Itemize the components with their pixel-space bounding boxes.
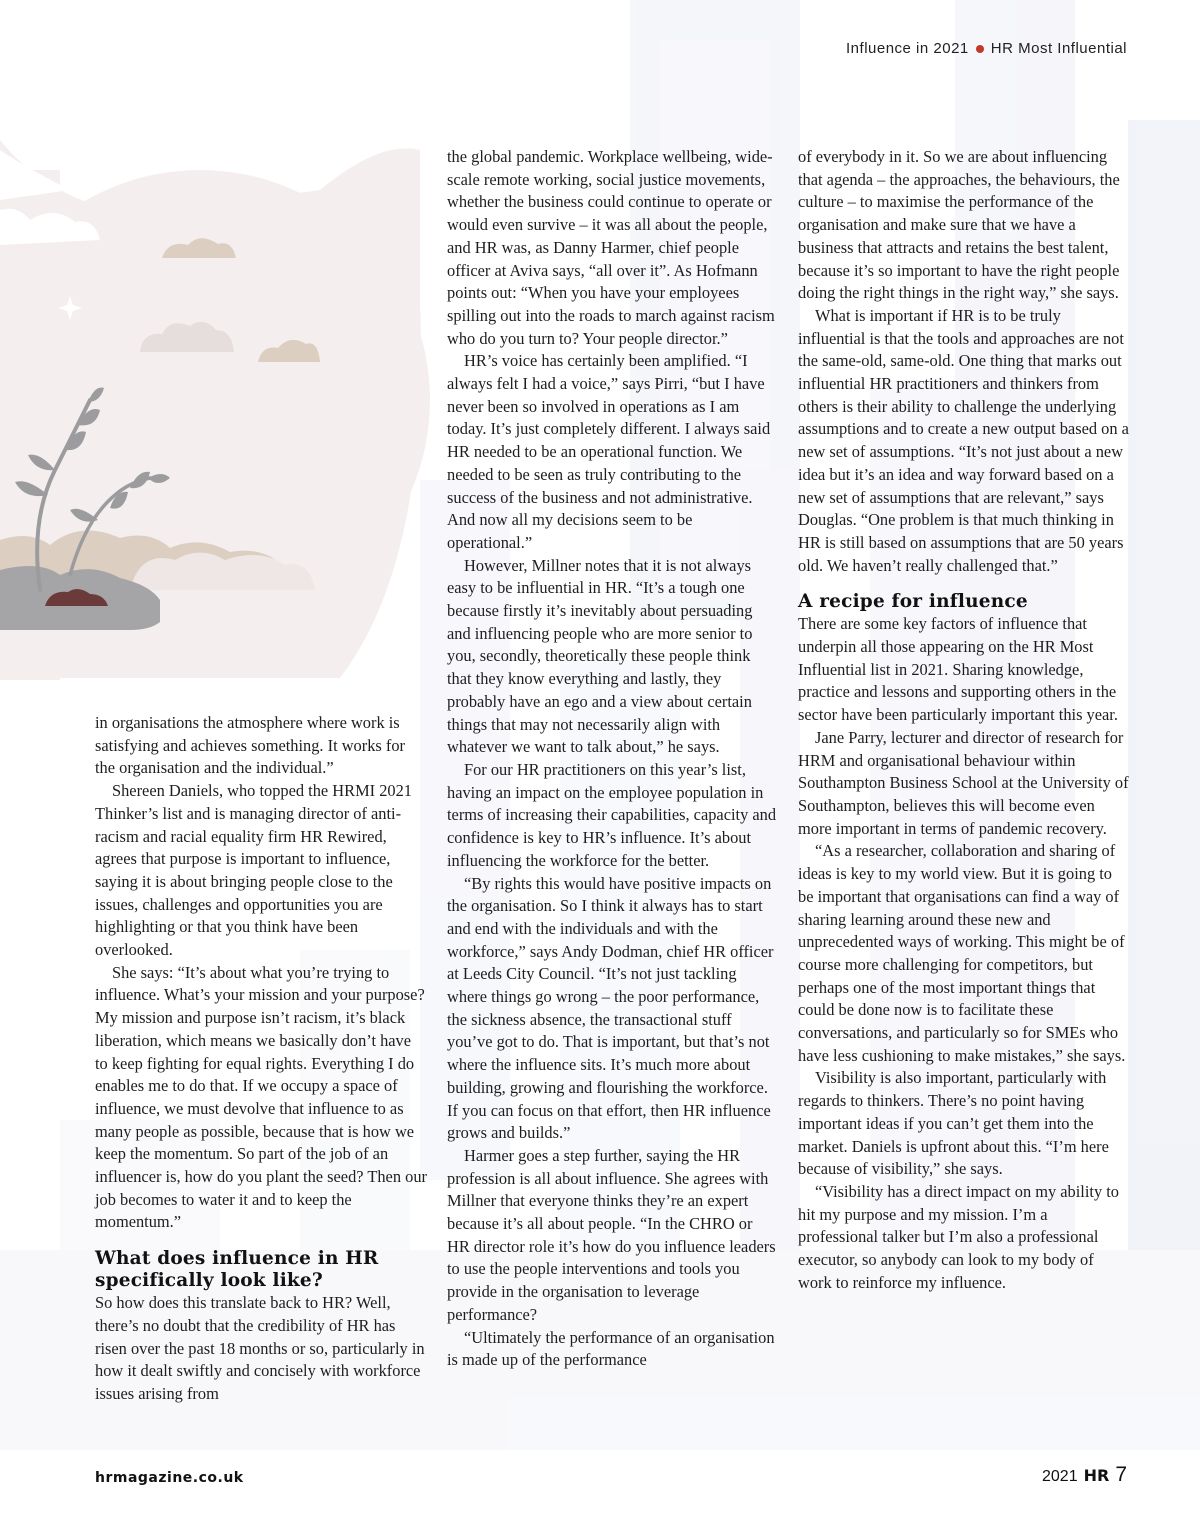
page-number: 7 [1115,1463,1127,1486]
article-column-3 [798,146,1130,1294]
body-paragraph: Shereen Daniels, who topped the HRMI 2021 Thinker’s list and is managing director of anti-racism and racial equality firm HR Rewired, agrees that purpose is important to influence, saying it is about bringing people close to the issues, challenges and opportunities you are highlighting or that you think have been overlooked. [95,781,412,960]
body-paragraph: HR’s voice has certainly been amplified. “I always felt I had a voice,” says Pirri, “but I have never been so involved in operations as I am today. It’s just completely different. I always said HR needed to be an operational function. We needed to be seen as truly contributing to the success of the business and not administrative. And now all my decisions seem to be operational.” [447,351,771,552]
body-paragraph: Harmer goes a step further, saying the HR profession is all about influence. She agrees with Millner that everyone thinks they’re an expert because it’s all about people. “In the CHRO or HR director role it’s how do you influence leaders to use the people interventions and tools you provide in the organisation to leverage performance? [447,1145,776,1324]
body-paragraph: Visibility is also important, particularly with regards to thinkers. There’s no point having important ideas if you can’t get them into the market. Daniels is upfront about this. “I’m here because of visibility,” she says. [798,1068,1109,1179]
body-paragraph: What is important if HR is to be truly influential is that the tools and approaches are not the same-old, same-old. One thing that marks out influential HR practitioners and thinkers from others is their ability to challenge the underlying assumptions and to create a new output based on a new set of assumptions. “It’s not just about a new idea but it’s an idea and way forward based on a new set of assumptions that are relevant,” says Douglas. “One problem is that much thinking in HR is still based on assumptions that are 50 years old. We haven’t really challenged that.” [798,305,1129,575]
body-paragraph: Jane Parry, lecturer and director of research for HRM and organisational behaviour within Southampton Business School at the University of Southampton, believes this will become even more important in terms of pandemic recovery. [798,727,1129,838]
body-paragraph: However, Millner notes that it is not always easy to be influential in HR. “It’s a tough one because firstly it’s inevitably about persuading and influencing people who are more senior to you, secondly, theoretically these people think that they know everything and lastly, they probably have an ego and a view about certain things that may not necessarily align with whatever we want to talk about,” he says. [447,555,753,757]
body-paragraph: in organisations the atmosphere where work is satisfying and achieves something. It works for the organisation and the individual.” [95,713,405,778]
body-paragraph: There are some key factors of influence that underpin all those appearing on the HR Most Influential list in 2021. Sharing knowledge, practice and lessons and supporting others in the sector have been particularly important this year. [798,614,1118,725]
footer-website: hrmagazine.co.uk [95,1470,244,1486]
article-column-1 [95,712,427,1406]
bullet-dot-icon [976,45,984,53]
footer-brand: HR [1083,1466,1110,1485]
section-label: Influence in 2021 [846,40,969,57]
body-paragraph: For our HR practitioners on this year’s list, having an impact on the employee population in terms of increasing their capabilities, capacity and confidence is key to HR’s influence. It’s about influencing the workforce for the better. [447,759,777,870]
section-heading: What does influence in HR specifically look like? [95,1248,379,1292]
plant-sprout-illustration [0,140,430,680]
body-paragraph: “By rights this would have positive impacts on the organisation. So I think it always has to start and end with the individuals and with the workforce,” says Andy Dodman, chief HR officer at Leeds City Council. “It’s not just tackling where things go wrong – the poor performance, the sickness absence, the transactional stuff you’ve got to do. That is important, but that’s not where the influence sits. It’s much more about building, growing and flourishing the workforce. If you can focus on that effort, then HR influence grows and builds.” [447,873,774,1143]
body-paragraph: of everybody in it. So we are about influencing that agenda – the approaches, the behaviours, the culture – to maximise the performance of the organisation and make sure that we have a business that attracts and retains the best talent, because it’s so important to have the right people doing the right things in the right way,” she says. [798,147,1120,303]
running-head [846,40,1127,57]
body-paragraph: “As a researcher, collaboration and sharing of ideas is key to my world view. But it is going to be important that organisations can find a way of sharing learning around these new and unprecedented ways of working. This might be of course more challenging for competitors, but perhaps one of the most important things that could be done now is to facilitate these conversations, and particularly so for SMEs who have less cushioning to make mistakes,” she says. [798,841,1126,1065]
page-folio [1042,1463,1127,1487]
body-paragraph: “Ultimately the performance of an organisation is made up of the performance [447,1327,775,1370]
body-paragraph: “Visibility has a direct impact on my ability to hit my purpose and my mission. I’m a professional talker but I’m also a professional executor, so anybody can look to my body of work to reinforce my influence. [798,1181,1120,1292]
body-paragraph: So how does this translate back to HR? Well, there’s no doubt that the credibility of HR has risen over the past 18 months or so, particularly in how it dealt swiftly and concisely with workforce issues arising from [95,1293,425,1403]
footer-year: 2021 [1042,1468,1078,1485]
body-paragraph: the global pandemic. Workplace wellbeing, wide-scale remote working, social justice movements, whether the business could continue to operate or would even survive – it was all about the people, and HR was, as Danny Harmer, chief people officer at Aviva says, “all over it”. As Hofmann points out: “When you have your employees spilling out into the roads to march against racism who do you turn to? Your people director.” [447,147,775,348]
subsection-label: HR Most Influential [990,40,1127,57]
body-paragraph: She says: “It’s about what you’re trying to influence. What’s your mission and your purpose? My mission and purpose isn’t racism, it’s black liberation, which means we basically don’t have to keep fighting for equal rights. Everything I do enables me to do that. If we occupy a space of influence, we must devolve that influence to as many people as possible, because that is how we keep the momentum. So part of the job of an influencer is, how do you plant the seed? Then our job becomes to water it and to keep the momentum.” [95,962,427,1232]
section-heading: A recipe for influence [798,591,1028,613]
article-column-2 [447,146,779,1372]
